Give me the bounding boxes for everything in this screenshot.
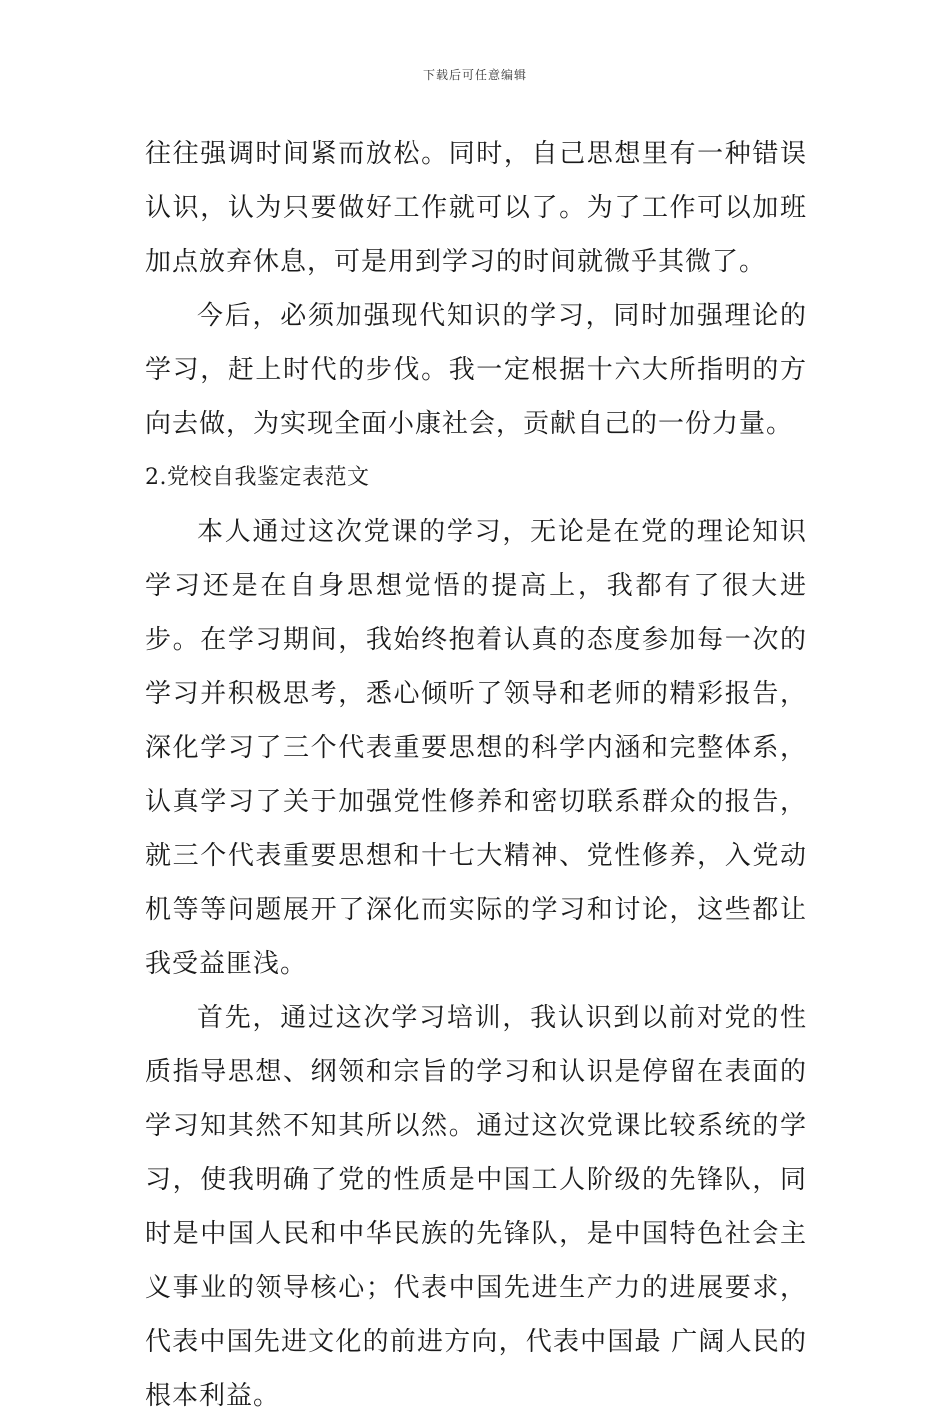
paragraph-study-summary: 本人通过这次党课的学习，无论是在党的理论知识学习还是在自身思想觉悟的提高上，我都有了很大进步。在学习期间，我始终抱着认真的态度参加每一次的学习并积极思考，悉心倾听了领导和老师的精彩报告，深化学习了三个代表重要思想的科学内涵和完整体系，认真学习了关于加强党性修养和密切联系群众的报告，就三个代表重要思想和十七大精神、党性修养，入党动机等等问题展开了深化而实际的学习和讨论，这些都让我受益匪浅。 (145, 517, 807, 979)
paragraph-future-plan: 今后，必须加强现代知识的学习，同时加强理论的学习，赶上时代的步伐。我一定根据十六大所指明的方向去做，为实现全面小康社会，贡献自己的一份力量。 (145, 301, 807, 439)
paragraph-party-nature: 首先，通过这次学习培训，我认识到以前对党的性质指导思想、纲领和宗旨的学习和认识是停留在表面的学习知其然不知其所以然。通过这次党课比较系统的学习，使我明确了党的性质是中国工人阶级的先锋队，同时是中国人民和中华民族的先锋队，是中国特色社会主义事业的领导核心；代表中国先进生产力的进展要求，代表中国先进文化的前进方向，代表中国最 广阔人民的根本利益。 (145, 1003, 807, 1411)
page-header: 下载后可任意编辑 (422, 68, 527, 82)
section-heading: 2.党校自我鉴定表范文 (145, 465, 370, 490)
paragraph-continuation: 往往强调时间紧而放松。同时，自己思想里有一种错误认识，认为只要做好工作就可以了。为了工作可以加班加点放弃休息，可是用到学习的时间就微乎其微了。 (145, 139, 807, 277)
document-body (145, 127, 807, 1423)
